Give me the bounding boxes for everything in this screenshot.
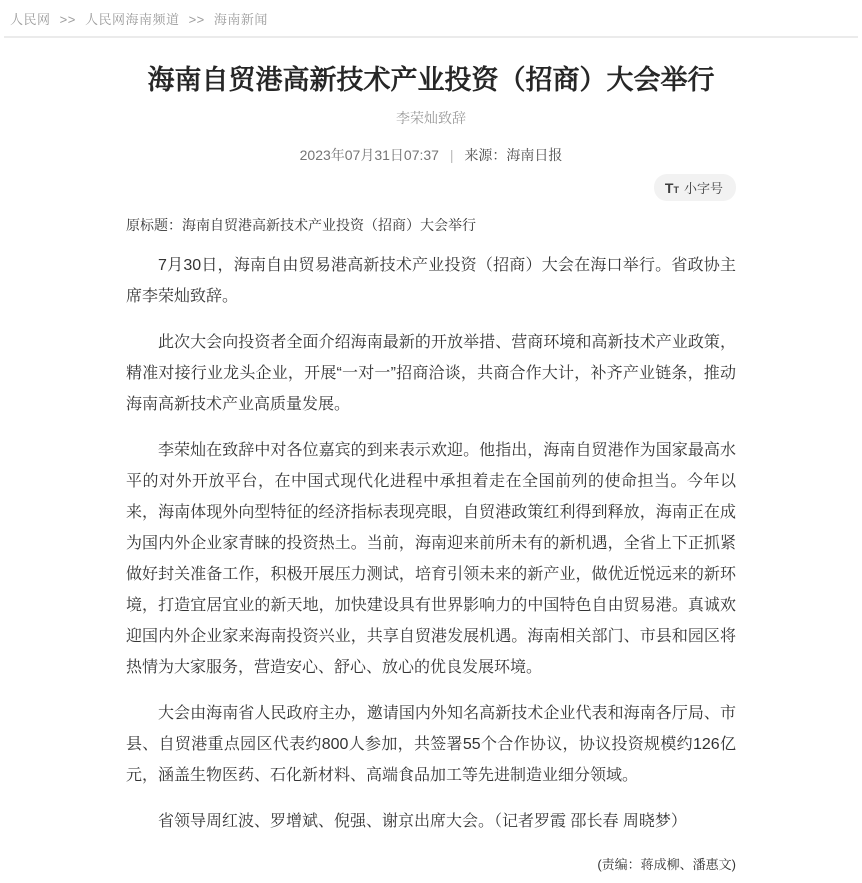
article-paragraph-2: 此次大会向投资者全面介绍海南最新的开放举措、营商环境和高新技术产业政策，精准对接行业龙头企业，开展“一对一”招商洽谈，共商合作大计，补齐产业链条，推动海南高新技术产业高质量发展。: [126, 334, 736, 413]
article-paragraph-5: 省领导周红波、罗增斌、倪强、谢京出席大会。（记者罗霞 邵长春 周晓梦）: [158, 813, 687, 830]
source-label: 来源：: [464, 147, 507, 163]
article-subtitle: 李荣灿致辞: [396, 110, 466, 126]
source-link[interactable]: 海南日报: [506, 147, 563, 163]
breadcrumb-link-hainan-news[interactable]: 海南新闻: [213, 12, 268, 27]
breadcrumb-separator: >>: [188, 12, 205, 27]
meta-divider: |: [449, 147, 454, 163]
article-title: 海南自贸港高新技术产业投资（招商）大会举行: [147, 65, 715, 95]
font-size-toolbar: [126, 174, 736, 198]
article-paragraph-3: 李荣灿在致辞中对各位嘉宾的到来表示欢迎。他指出，海南自贸港作为国家最高水平的对外开放平台，在中国式现代化进程中承担着走在全国前列的使命担当。今年以来，海南体现外向型特征的经济指标表现亮眼，自贸港政策红利得到释放，海南正在成为国内外企业家青睐的投资热土。当前，海南迎来前所未有的新机遇，全省上下正抓紧做好封关准备工作，积极开展压力测试，培育引领未来的新产业，做优近悦远来的新环境，打造宜居宜业的新天地，加快建设具有世界影响力的中国特色自由贸易港。真诚欢迎国内外企业家来海南投资兴业，共享自贸港发展机遇。海南相关部门、市县和园区将热情为大家服务，营造安心、舒心、放心的优良发展环境。: [126, 442, 736, 676]
breadcrumb-link-peoples-net[interactable]: 人民网: [10, 12, 51, 27]
article-paragraph-1: 7月30日，海南自由贸易港高新技术产业投资（招商）大会在海口举行。省政协主席李荣灿致辞。: [126, 257, 736, 305]
editors-note: (责编：蒋成柳、潘惠文): [597, 857, 736, 872]
article-content: [126, 174, 736, 883]
font-size-button[interactable]: [654, 174, 736, 201]
original-title: [126, 215, 736, 235]
article-meta: [0, 145, 862, 165]
original-title-label: 原标题：: [126, 217, 182, 233]
breadcrumb-link-hainan-channel[interactable]: 人民网海南频道: [84, 12, 180, 27]
article-paragraph-4: 大会由海南省人民政府主办，邀请国内外知名高新技术企业代表和海南各厅局、市县、自贸港重点园区代表约800人参加，共签署55个合作协议，协议投资规模约126亿元，涵盖生物医药、石化新材料、高端食品加工等先进制造业细分领域。: [126, 705, 736, 784]
font-size-label: 小字号: [683, 181, 723, 196]
publish-date: 2023年07月31日07:37: [299, 147, 439, 163]
font-size-icon: T T: [664, 179, 679, 196]
breadcrumb-separator: >>: [59, 12, 76, 27]
breadcrumb: [0, 0, 862, 36]
original-title-text: 海南自贸港高新技术产业投资（招商）大会举行: [182, 217, 476, 233]
header-divider: [4, 36, 858, 38]
source: [464, 147, 562, 163]
